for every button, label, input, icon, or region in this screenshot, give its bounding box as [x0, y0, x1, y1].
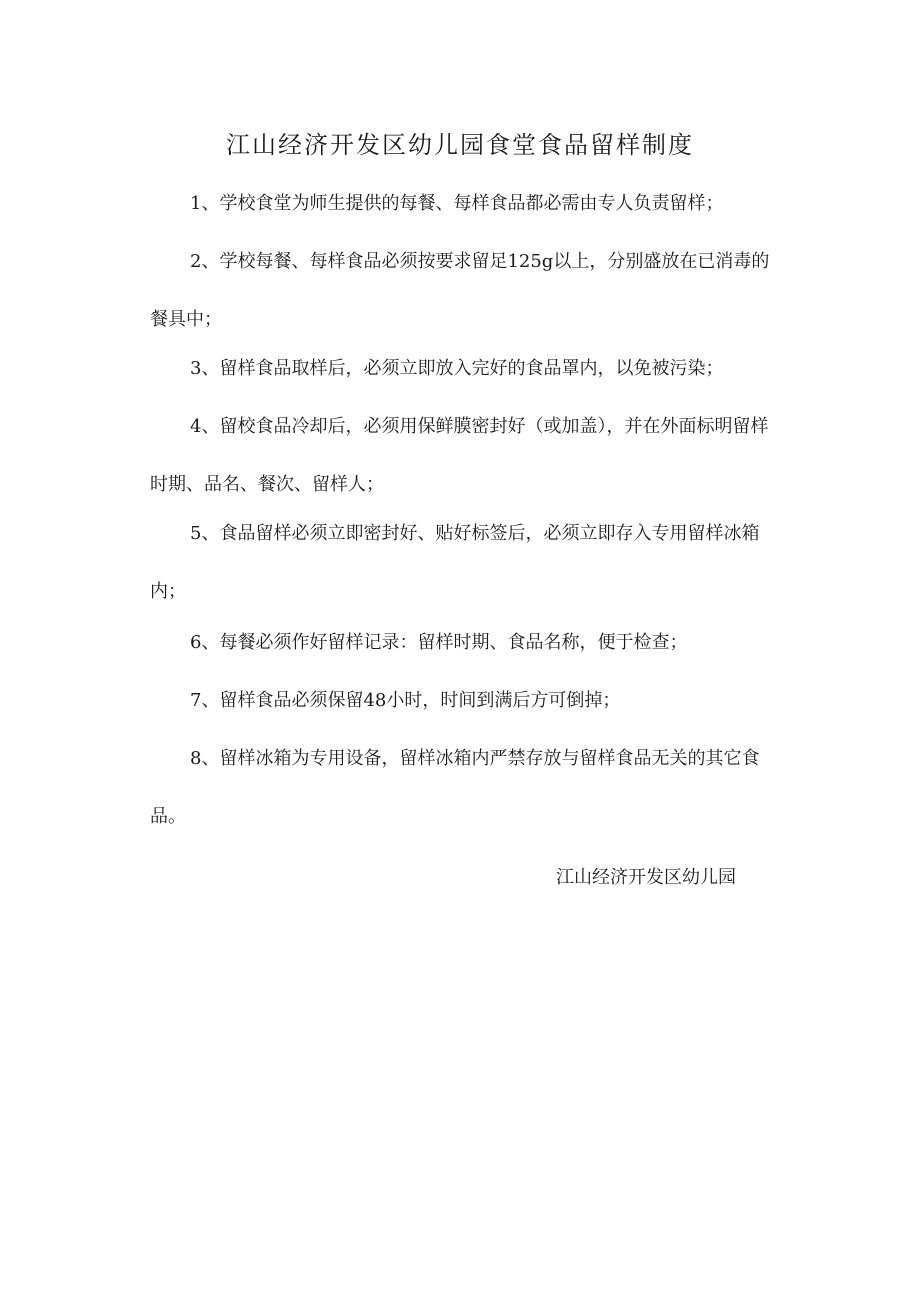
document-title: 江山经济开发区幼儿园食堂食品留样制度	[226, 131, 694, 159]
rule-item-1: 1、学校食堂为师生提供的每餐、每样食品都必需由专人负责留样；	[190, 193, 724, 214]
rule-item-7: 7、留样食品必须保留48小时，时间到满后方可倒掉；	[190, 690, 621, 711]
signature: 江山经济开发区幼儿园	[556, 867, 736, 888]
rule-item-8: 8、留样冰箱为专用设备，留样冰箱内严禁存放与留样食品无关的其它食品。	[150, 748, 760, 827]
rule-item-5: 5、食品留样必须立即密封好、贴好标签后，必须立即存入专用留样冰箱内；	[150, 523, 760, 602]
rule-item-3: 3、留样食品取样后，必须立即放入完好的食品罩内，以免被污染；	[190, 358, 724, 379]
rule-item-2: 2、学校每餐、每样食品必须按要求留足125g以上，分别盛放在已消毒的餐具中；	[150, 251, 770, 330]
rule-item-6: 6、每餐必须作好留样记录：留样时期、食品名称，便于检查；	[190, 632, 688, 653]
rule-item-4: 4、留校食品冷却后，必须用保鲜膜密封好（或加盖），并在外面标明留样时期、品名、餐次、留样人；	[150, 416, 769, 495]
